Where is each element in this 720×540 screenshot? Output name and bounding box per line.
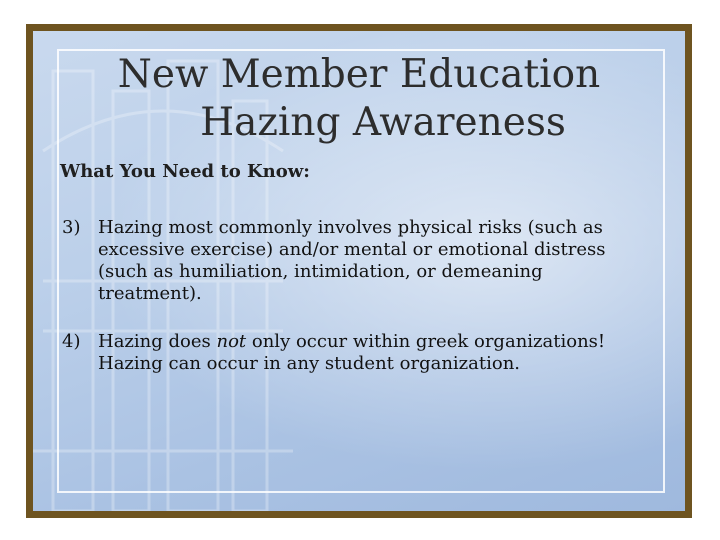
item-text-emphasis: not xyxy=(216,331,247,352)
item-text xyxy=(98,331,622,375)
slide-panel xyxy=(33,31,685,511)
list-item xyxy=(62,331,622,375)
item-text-start: Hazing does xyxy=(98,331,217,352)
item-text-end: only occur within greek organizations! Hazing can occur in any student organization. xyxy=(98,331,606,374)
item-number: 3) xyxy=(62,217,81,238)
slide-frame xyxy=(26,24,692,518)
section-heading: What You Need to Know: xyxy=(60,161,310,182)
item-number: 4) xyxy=(62,331,81,352)
slide-title xyxy=(33,51,685,147)
item-text: Hazing most commonly involves physical risks (such as excessive exercise) and/or mental or emotional distress (such as humiliation, intimidation, or demeaning treatment). xyxy=(98,217,606,304)
title-line-2: Hazing Awareness xyxy=(200,100,566,145)
bullet-list xyxy=(62,217,622,401)
list-item xyxy=(62,217,622,305)
title-line-1: New Member Education xyxy=(117,52,601,97)
